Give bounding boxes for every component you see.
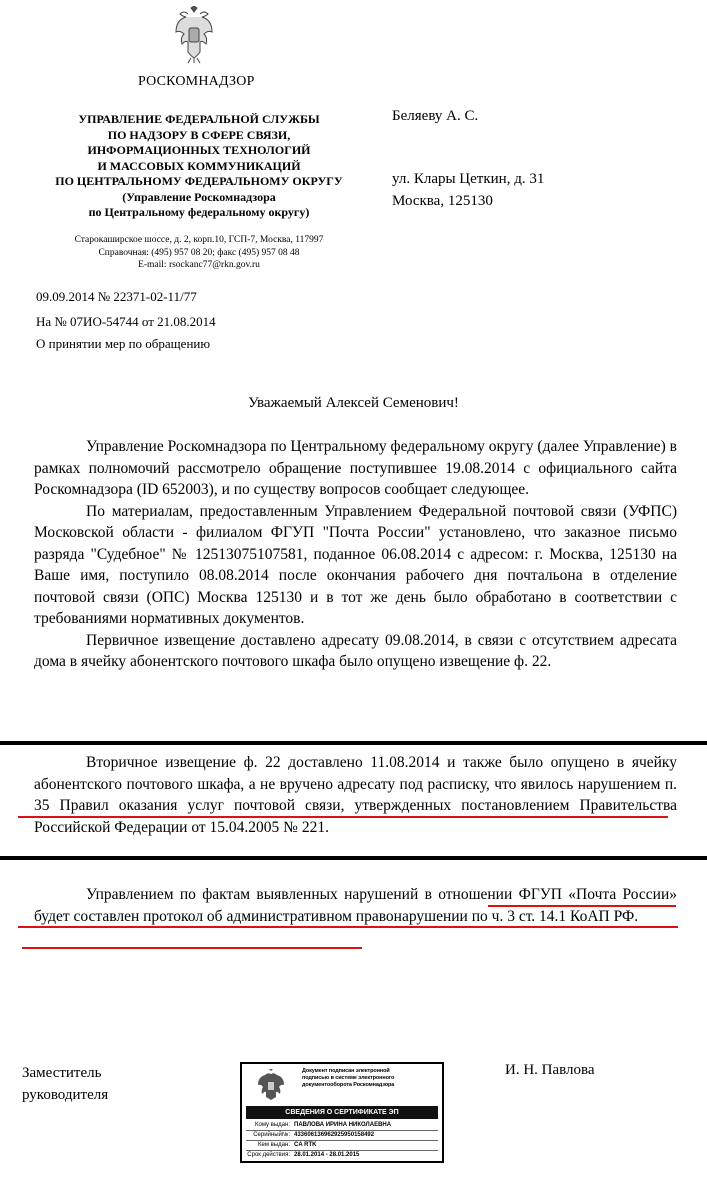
red-underline xyxy=(18,926,678,928)
contact-block xyxy=(32,234,366,272)
dept-line: ПО ЦЕНТРАЛЬНОМУ ФЕДЕРАЛЬНОМУ ОКРУГУ xyxy=(55,174,343,188)
paragraph: Первичное извещение доставлено адресату 09.08.2014, в связи с отсутствием адресата дома в ячейку абонентского почтового шкафа было опущено извещение ф. 22. xyxy=(34,631,677,670)
department-title xyxy=(32,112,366,221)
position-line: Заместитель xyxy=(22,1065,102,1081)
signatory-position xyxy=(22,1062,108,1106)
paragraph: Управление Роскомнадзора по Центральному федеральному округу (далее Управление) в рамках полномочий рассмотрело обращение поступившее 19.08.2014 с официального сайта Роскомнадзора (ID 652003), и по существу вопросов сообщает следующее. xyxy=(34,438,677,498)
notice-line: документооборота Роскомнадзора xyxy=(302,1082,395,1088)
dept-line: И МАССОВЫХ КОММУНИКАЦИЙ xyxy=(97,158,301,173)
notice-line: Документ подписан электронной xyxy=(302,1068,390,1074)
red-underline xyxy=(18,816,668,818)
cert-row-serial xyxy=(246,1131,438,1140)
email-line: E-mail: rsockanc77@rkn.gov.ru xyxy=(138,260,260,270)
red-underline xyxy=(488,905,676,907)
black-rule xyxy=(0,741,707,745)
greeting: Уважаемый Алексей Семенович! xyxy=(248,395,459,411)
paragraph: Вторичное извещение ф. 22 доставлено 11.08.2014 и также было опущено в ячейку абонентского почтового шкафа, а не вручено адресату под расписку, что явилось нарушением п. 35 Правил оказания услуг почтовой связи, утвержденных постановлением Правительства Российской Федерации от 15.04.2005 № 221. xyxy=(34,754,677,836)
cert-label: Серийный№: xyxy=(253,1132,290,1138)
cert-label: Кем выдан: xyxy=(258,1142,290,1148)
dept-line: по Центральному федеральному округу) xyxy=(88,205,310,219)
org-name: РОСКОМНАДЗОР xyxy=(138,74,255,89)
e-signature-stamp xyxy=(240,1062,444,1163)
recipient-street: ул. Клары Цеткин, д. 31 xyxy=(392,171,545,187)
dept-line: ИНФОРМАЦИОННЫХ ТЕХНОЛОГИЙ xyxy=(87,143,311,157)
cert-label: Кому выдан: xyxy=(254,1122,290,1128)
cert-row-validity xyxy=(246,1151,438,1160)
signatory-name: И. Н. Павлова xyxy=(505,1062,595,1078)
signature-notice xyxy=(302,1068,440,1089)
black-rule xyxy=(0,856,707,860)
outgoing-number: 09.09.2014 № 22371-02-11/77 xyxy=(36,289,197,304)
violation-paragraph-block xyxy=(34,752,677,838)
dept-line: УПРАВЛЕНИЕ ФЕДЕРАЛЬНОЙ СЛУЖБЫ xyxy=(78,112,320,126)
dept-line: ПО НАДЗОРУ В СФЕРЕ СВЯЗИ, xyxy=(107,127,291,142)
address-line: Старокаширское шоссе, д. 2, корп.10, ГСП-7, Москва, 117997 xyxy=(74,235,324,245)
paragraph: Управлением по фактам выявленных нарушений в отношении ФГУП «Почта России» будет составлен протокол об административном правонарушении по ч. 3 ст. 14.1 КоАП РФ. xyxy=(34,886,677,925)
cert-row-owner xyxy=(246,1121,438,1130)
letter-subject: О принятии мер по обращению xyxy=(36,336,211,351)
cert-value: 28.01.2014 - 28.01.2015 xyxy=(294,1152,360,1158)
dept-line: (Управление Роскомнадзора xyxy=(122,189,276,204)
cert-row-issuer xyxy=(246,1141,438,1150)
incoming-reference: На № 07ИО-54744 от 21.08.2014 xyxy=(36,314,216,329)
notice-line: подписью в системе электронного xyxy=(302,1075,395,1081)
double-headed-eagle-emblem xyxy=(174,6,214,64)
paragraph: По материалам, предоставленным Управлением Федеральной почтовой связи (УФПС) Московской области - филиалом ФГУП "Почта России" установлено, что заказное письмо разряда "Судебное" № 12513075107581, поданное 06.08.2014 с адресом: г. Москва, 125130 на Ваше имя, поступило 08.08.2014 после окончания рабочего дня почтальона в отделение почтовой связи (ОПС) Москва 125130 и в тот же день было обработано в соответствии с требованиями нормативных документов. xyxy=(34,502,677,627)
letter-body xyxy=(34,436,677,673)
cert-value: ПАВЛОВА ИРИНА НИКОЛАЕВНА xyxy=(294,1122,392,1128)
recipient-name: Беляеву А. С. xyxy=(392,108,479,124)
cert-value: 433606136962925950158492 xyxy=(294,1132,375,1138)
cert-label: Срок действия: xyxy=(247,1152,290,1158)
eagle-icon xyxy=(256,1069,286,1101)
red-underline xyxy=(22,947,362,949)
phone-line: Справочная: (495) 957 08 20; факс (495) 957 08 48 xyxy=(98,247,300,258)
position-line: руководителя xyxy=(22,1087,109,1103)
recipient-city: Москва, 125130 xyxy=(392,193,493,209)
certificate-title: СВЕДЕНИЯ О СЕРТИФИКАТЕ ЭП xyxy=(246,1106,438,1119)
cert-value: CA RTK xyxy=(294,1142,317,1148)
